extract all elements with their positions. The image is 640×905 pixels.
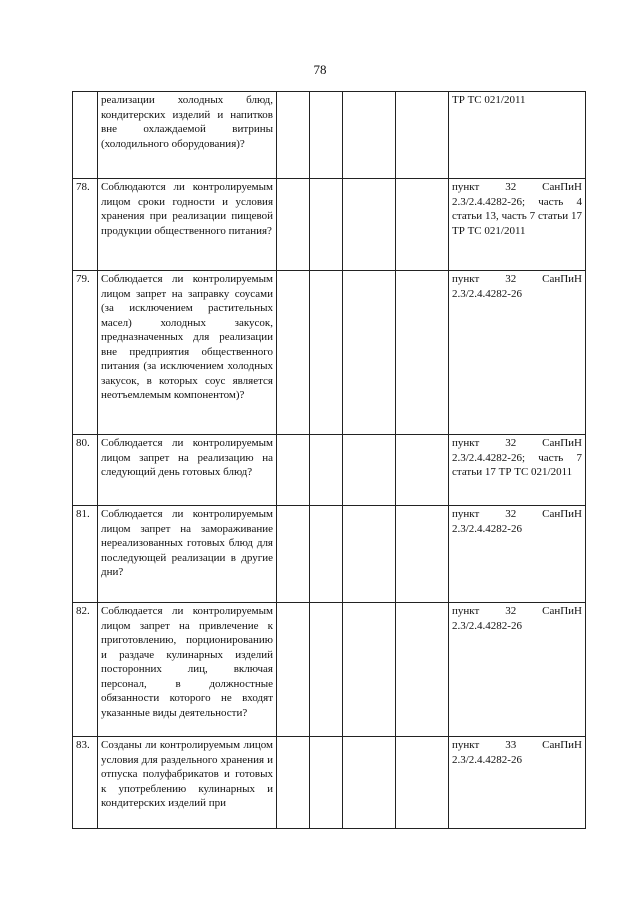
answer-cell-yes: [277, 271, 310, 435]
answer-cell-not-applicable: [343, 603, 396, 737]
regulation-reference: пункт 32 СанПиН 2.3/2.4.4282-26: [449, 603, 586, 737]
answer-cell-note: [396, 92, 449, 179]
row-number: [73, 92, 98, 179]
answer-cell-no: [310, 92, 343, 179]
answer-cell-no: [310, 506, 343, 603]
row-number: 78.: [73, 179, 98, 271]
answer-cell-yes: [277, 92, 310, 179]
answer-cell-yes: [277, 179, 310, 271]
answer-cell-note: [396, 271, 449, 435]
answer-cell-yes: [277, 737, 310, 829]
answer-cell-note: [396, 603, 449, 737]
answer-cell-yes: [277, 506, 310, 603]
answer-cell-no: [310, 435, 343, 506]
answer-cell-note: [396, 506, 449, 603]
answer-cell-no: [310, 603, 343, 737]
answer-cell-note: [396, 435, 449, 506]
question-text: Соблюдается ли контролируемым лицом запрет на привлечение к приготовлению, порционированию и раздаче кулинарных изделий посторонних лиц, включая персонал, в должностные обязанности которого не входят указанные виды деятельности?: [98, 603, 277, 737]
question-text: Соблюдается ли контролируемым лицом запрет на заправку соусами (за исключением растительных масел) холодных закусок, предназначенных для реализации вне предприятия общественного питания (за исключением холодных закусок, в которых соус является неотъемлемым компонентом)?: [98, 271, 277, 435]
row-number: 80.: [73, 435, 98, 506]
table-row: [73, 271, 586, 435]
table-row: [73, 603, 586, 737]
question-text: Соблюдается ли контролируемым лицом запрет на замораживание нереализованных готовых блюд для последующей реализации в другие дни?: [98, 506, 277, 603]
answer-cell-not-applicable: [343, 179, 396, 271]
page-number: 78: [313, 62, 327, 77]
answer-cell-no: [310, 179, 343, 271]
answer-cell-note: [396, 179, 449, 271]
answer-cell-yes: [277, 435, 310, 506]
table-row: [73, 435, 586, 506]
regulation-reference: ТР ТС 021/2011: [449, 92, 586, 179]
regulation-reference: пункт 33 СанПиН 2.3/2.4.4282-26: [449, 737, 586, 829]
question-text: Созданы ли контролируемым лицом условия для раздельного хранения и отпуска полуфабрикатов и готовых к употреблению кулинарных и кондитерских изделий при: [98, 737, 277, 829]
question-text: реализации холодных блюд, кондитерских изделий и напитков вне охлаждаемой витрины (холодильного оборудования)?: [98, 92, 277, 179]
answer-cell-not-applicable: [343, 506, 396, 603]
answer-cell-note: [396, 737, 449, 829]
row-number: 83.: [73, 737, 98, 829]
regulation-reference: пункт 32 СанПиН 2.3/2.4.4282-26: [449, 506, 586, 603]
answer-cell-no: [310, 737, 343, 829]
answer-cell-not-applicable: [343, 92, 396, 179]
table-row: [73, 92, 586, 179]
row-number: 81.: [73, 506, 98, 603]
answer-cell-not-applicable: [343, 435, 396, 506]
answer-cell-not-applicable: [343, 271, 396, 435]
table-row: [73, 506, 586, 603]
answer-cell-no: [310, 271, 343, 435]
answer-cell-not-applicable: [343, 737, 396, 829]
checklist-table: [72, 91, 586, 829]
regulation-reference: пункт 32 СанПиН 2.3/2.4.4282-26; часть 4 статьи 13, часть 7 статьи 17 ТР ТС 021/2011: [449, 179, 586, 271]
row-number: 79.: [73, 271, 98, 435]
answer-cell-yes: [277, 603, 310, 737]
row-number: 82.: [73, 603, 98, 737]
table-row: [73, 179, 586, 271]
question-text: Соблюдается ли контролируемым лицом запрет на реализацию на следующий день готовых блюд?: [98, 435, 277, 506]
regulation-reference: пункт 32 СанПиН 2.3/2.4.4282-26; часть 7 статьи 17 ТР ТС 021/2011: [449, 435, 586, 506]
regulation-reference: пункт 32 СанПиН 2.3/2.4.4282-26: [449, 271, 586, 435]
table-row: [73, 737, 586, 829]
question-text: Соблюдаются ли контролируемым лицом сроки годности и условия хранения при реализации пищевой продукции общественного питания?: [98, 179, 277, 271]
